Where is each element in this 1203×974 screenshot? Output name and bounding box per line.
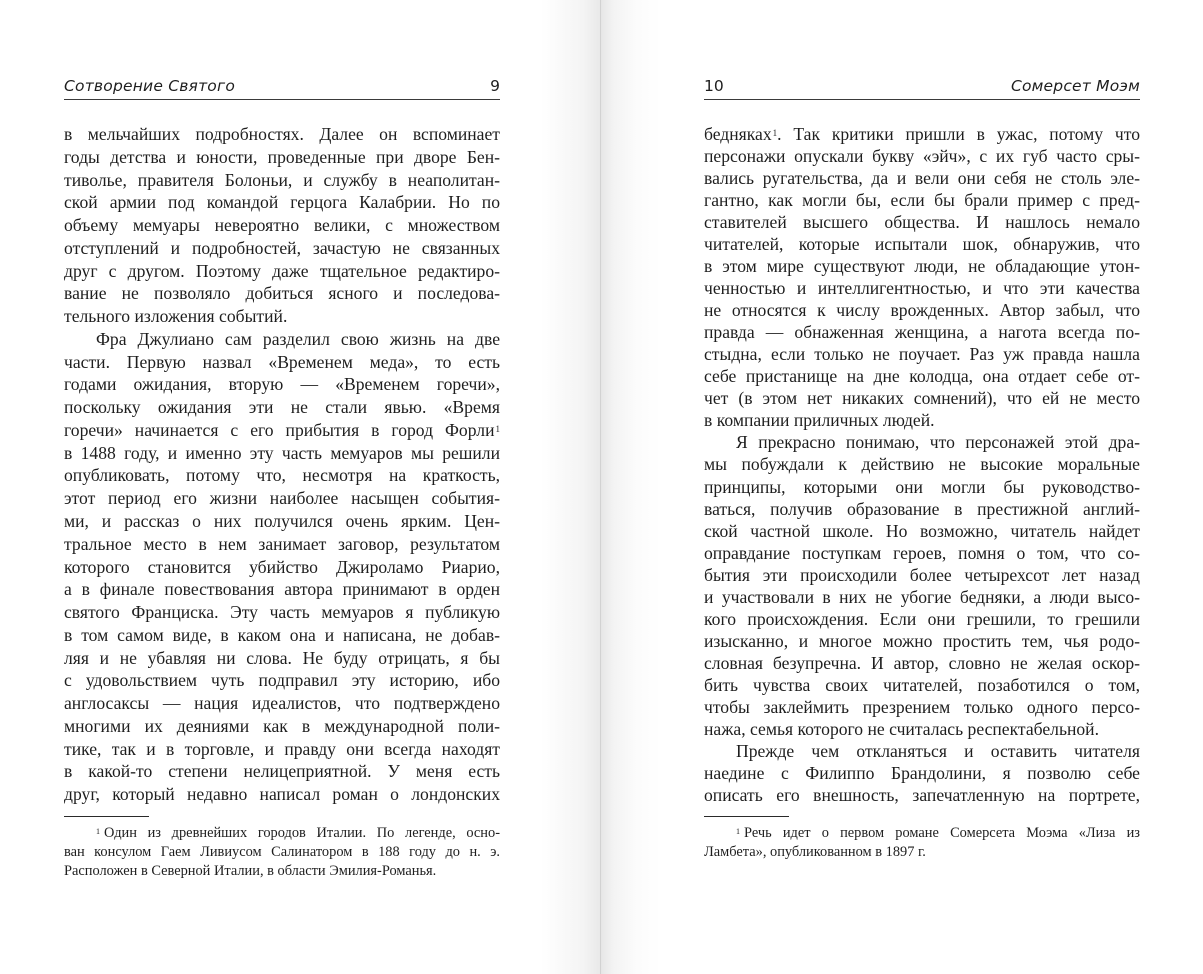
text-line: ставителей высшего общества. И нашлось немало (704, 212, 1140, 233)
text-line: которого становится убийство Джироламо Риарио, (64, 556, 500, 577)
footnote (64, 824, 500, 880)
text-line: годы детства и юности, проведенные при дворе Бен- (64, 146, 500, 167)
text-line: этот период его жизни наиболее насыщен события- (64, 488, 500, 509)
text-line: читателей, которые испытали шок, обнаружив, что (704, 234, 1140, 255)
text-line: принципы, которыми они могли бы руководство- (704, 476, 1140, 497)
text-fragment: бедняках (704, 124, 772, 144)
text-line: ской частной школе. Но возможно, читатель найдет (704, 520, 1140, 541)
body-text (704, 123, 1140, 806)
footnote-line: Ламбета», опубликованном в 1897 г. (704, 843, 926, 860)
text-line: тельного изложения событий. (64, 306, 288, 327)
text-line: бытия эти происходили более четырехсот лет назад (704, 564, 1140, 585)
running-head-right (704, 73, 1140, 100)
footnote-line (704, 824, 1140, 843)
footnote-text: Один из древнейших городов Италии. По легенде, осно- (104, 825, 500, 841)
footnote (704, 824, 1140, 862)
text-line: бить чувства своих читателей, позаботился о том, (704, 674, 1140, 695)
text-line: ченностью и интеллигентностью, и что эти качества (704, 278, 1140, 299)
right-page (601, 0, 1203, 974)
page-number: 9 (490, 77, 500, 95)
text-line: чтобы заклеймить презрением только одного персо- (704, 696, 1140, 717)
text-line: не относятся к числу врожденных. Автор забыл, что (704, 300, 1140, 321)
text-line: друг, который недавно написал роман о лондонских (64, 784, 500, 805)
text-line: годами ожидания, вторую — «Временем горечи», (64, 374, 500, 395)
text-line: опубликовать, потому что, несмотря на краткость, (64, 465, 500, 486)
footnote-number: 1 (96, 827, 100, 836)
left-page (0, 0, 601, 974)
footnote-line (64, 824, 500, 843)
text-line: правда — обнаженная женщина, а нагота всегда по- (704, 322, 1140, 343)
text-line: Фра Джулиано сам разделил свою жизнь на две (96, 328, 500, 349)
running-head-left (64, 73, 500, 100)
footnote-separator (704, 816, 789, 817)
page-number: 10 (704, 77, 724, 95)
text-line: ляя и не убавляя ни слова. Не буду отрицать, я бы (64, 647, 500, 668)
text-line: ми, и рассказ о них получился очень ярким. Цен- (64, 511, 500, 532)
text-line: оправдание поступкам героев, помня о том, что со- (704, 542, 1140, 563)
text-line: вание не позволяло добиться ясного и последова- (64, 283, 500, 304)
text-line: гантно, как могли бы, если бы брали пример с пред- (704, 190, 1140, 211)
body-text (64, 123, 500, 806)
text-line: многими их деяниями как в международной поли- (64, 715, 500, 736)
text-line: изысканно, и многое можно простить тем, чья родо- (704, 630, 1140, 651)
text-line: в этом мире существуют люди, не обладающие утон- (704, 256, 1140, 277)
text-line: словная безупречна. И автор, словно не желая оскор- (704, 652, 1140, 673)
text-line: тике, так и в торговле, и правду они всегда находят (64, 738, 500, 759)
text-line: чет (в этом нет никаких сомнений), что ей не место (704, 388, 1140, 409)
footnote-marker[interactable]: 1 (772, 128, 778, 138)
text-line: Я прекрасно понимаю, что персонажей этой дра- (736, 432, 1140, 453)
text-line: мы побуждали к действию не высокие моральные (704, 454, 1140, 475)
text-line: в компании приличных людей. (704, 410, 935, 431)
text-line: с удовольствием чуть подправил эту историю, ибо (64, 670, 500, 691)
text-line: нажа, семья которого не считалась респектабельной. (704, 718, 1099, 739)
text-line: кого происхождения. Если они грешили, то грешили (704, 608, 1140, 629)
running-head-title: Сотворение Святого (64, 77, 236, 95)
text-line: святого Франциска. Эту часть мемуаров я публикую (64, 602, 500, 623)
footnote-number: 1 (736, 827, 740, 836)
text-fragment: . Так критики пришли в ужас, потому что (777, 124, 1140, 144)
text-line: стыдна, если только не поучает. Раз уж правда нашла (704, 344, 1140, 365)
running-head-title: Сомерсет Моэм (1010, 77, 1140, 95)
text-line: объему мемуары невероятно велики, с множеством (64, 215, 500, 236)
text-line: друг с другом. Поэтому даже тщательное редактиро- (64, 260, 500, 281)
footnote-line: Расположен в Северной Италии, в области Эмилия-Романья. (64, 862, 437, 879)
text-line: в том самом виде, в каком она и написана, не добав- (64, 624, 500, 645)
text-line: в мельчайших подробностях. Далее он вспоминает (64, 124, 500, 144)
text-line: части. Первую назвал «Временем меда», то есть (64, 351, 500, 372)
footnote-marker[interactable]: 1 (495, 423, 500, 434)
text-line: англосаксы — нация идеалистов, что подтверждено (64, 693, 500, 714)
text-line: и участвовали в них не убогие бедняки, а люди высо- (704, 586, 1140, 607)
text-line: тиволье, правителя Болоньи, и службу в неаполитан- (64, 169, 500, 190)
text-line: вались ругательства, да и вели они себя не столь эле- (704, 168, 1140, 189)
text-line: наедине с Филиппо Брандолини, я позволю себе (704, 762, 1140, 783)
text-line: ваться, получив образование в престижной англий- (704, 498, 1140, 519)
text-line: Прежде чем откланяться и оставить читателя (736, 740, 1140, 761)
text-line (64, 419, 500, 442)
text-fragment: горечи» начинается с его прибытия в город Форли (64, 419, 495, 440)
text-line: описать его внешность, запечатленную на портрете, (704, 784, 1140, 805)
text-line: отступлений и подробностей, зачастую не связанных (64, 237, 500, 258)
text-line: в 1488 году, и именно эту часть мемуаров мы решили (64, 442, 500, 463)
text-line: поскольку ожидания эти не стали явью. «Время (64, 397, 500, 418)
text-line: себе пристанище на дне колодца, она отдает себе от- (704, 366, 1140, 387)
text-line: тральное место в нем занимает заговор, результатом (64, 533, 500, 554)
text-line: а в финале повествования автора принимают в орден (64, 579, 500, 600)
text-line: в какой-то степени нелицеприятной. У меня есть (64, 761, 500, 782)
text-line: ской армии под командой герцога Калабрии. Но по (64, 192, 500, 213)
footnote-text: Речь идет о первом романе Сомерсета Моэма «Лиза из (744, 825, 1140, 841)
footnote-separator (64, 816, 149, 817)
text-line (704, 123, 1140, 145)
text-line: персонажи опускали букву «эйч», с их губ часто сры- (704, 146, 1140, 167)
footnote-line: ван консулом Гаем Ливиусом Салинатором в 188 году до н. э. (64, 843, 500, 860)
